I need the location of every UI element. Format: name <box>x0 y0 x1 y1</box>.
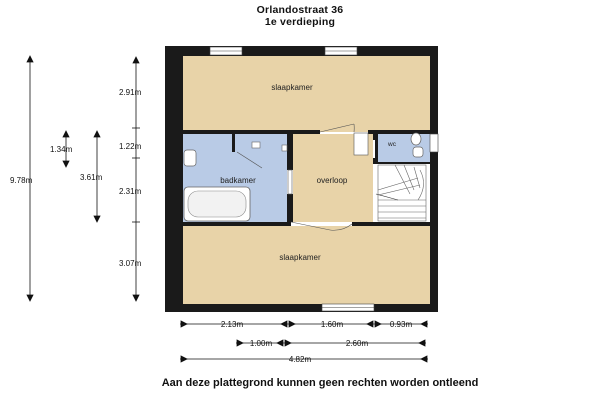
room-label-bedroom-top: slaapkamer <box>271 83 313 92</box>
dim-seg-5: 2.60m <box>345 339 369 348</box>
disclaimer-text: Aan deze plattegrond kunnen geen rechten worden ontleend <box>161 377 479 389</box>
room-label-toilet: wc <box>388 141 396 148</box>
sink-icon <box>184 150 196 166</box>
room-label-bathroom: badkamer <box>220 176 256 185</box>
staircase-icon <box>376 165 426 221</box>
room-label-landing: overloop <box>316 176 348 185</box>
address-title: Orlandostraat 36 <box>256 4 344 16</box>
dim-band-2: 2.31m <box>119 187 142 196</box>
dim-mid-2: 3.61m <box>80 173 103 182</box>
dim-bedroom-top-depth: 2.91m <box>119 88 142 97</box>
dim-seg-1: 2.13m <box>220 320 244 329</box>
dim-seg-3: 0.93m <box>389 320 413 329</box>
bathtub-icon <box>184 187 250 221</box>
floor-title: 1e verdieping <box>264 16 336 28</box>
room-label-bedroom-bottom: slaapkamer <box>279 253 321 262</box>
bedroom-bottom-fill <box>183 226 430 304</box>
dim-seg-4: 1.00m <box>249 339 273 348</box>
dim-seg-2: 1.60m <box>320 320 344 329</box>
dim-mid-1: 1.34m <box>50 145 73 154</box>
bedroom-top-fill <box>183 56 430 132</box>
dim-total-width: 4.82m <box>288 355 312 364</box>
dim-band-1: 1.22m <box>119 142 142 151</box>
dim-total-height: 9.78m <box>10 176 33 185</box>
dim-bedroom-bottom-depth: 3.07m <box>119 259 142 268</box>
